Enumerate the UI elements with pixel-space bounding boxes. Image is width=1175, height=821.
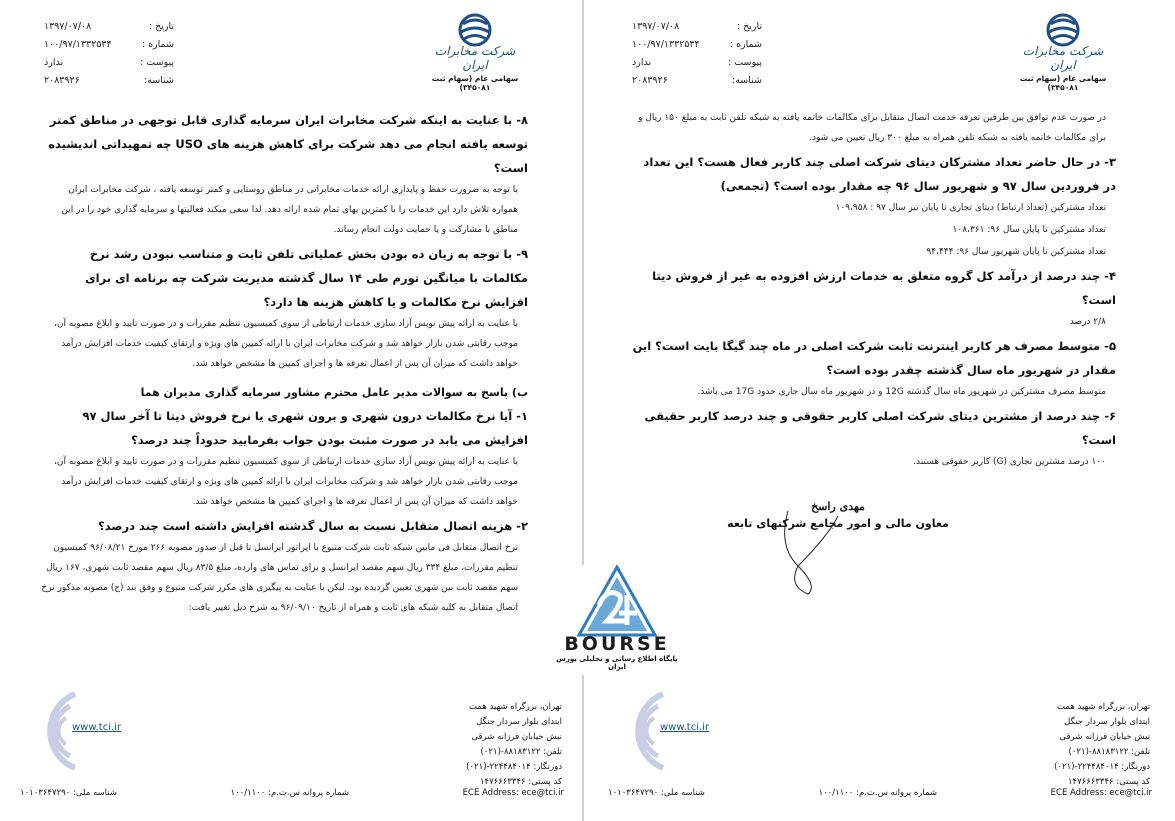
- signatory-name: مهدی راسخ: [811, 500, 865, 513]
- email-address: ECE Address: ece@tci.ir: [1050, 788, 1152, 798]
- national-id: شناسه ملی: ۱۰۱۰۳۶۴۷۲۹۰: [608, 788, 705, 798]
- answer-9: با عنایت به ارائه پیش نویس آزاد سازی خدمات ارتباطی از سوی کمیسیون تنظیم مقررات و در صورت تایید و ابلاغ مصوبه آن، موجب رقابتی شدن بازار خواهد شد و شرکت مخابرات ایران با ارائه کمپین های ویژه و ارتقای کیفیت خدمات افزایش درآمد خواهد داشت که میزان آن پس از اعمال تعرفه ها و اجرای کمپین ها مشخص خواهد شد.: [54, 319, 518, 369]
- question-2: ۲- هزینه اتصال متقابل نسبت به سال گذشته افزایش داشته است چند درصد؟: [98, 519, 528, 533]
- handwritten-signature: [768, 506, 858, 596]
- intro-text: در صورت عدم توافق بین طرفین تعرفه خدمت اتصال متقابل برای مکالمات خاتمه یافته به شبکه تلفن ثابت به مبلغ ۱۵۰ ریال و برای مکالمات خاتمه یافته به شبکه تلفن همراه به مبلغ ۳۰۰ ریال تعیین می شود.: [638, 113, 1106, 143]
- permit-number: شماره پروانه س.ت.م: ۱۰۰/۱۱۰۰: [230, 788, 350, 798]
- signatory-title: معاون مالی و امور مجامع شرکتهای تابعه: [727, 517, 949, 530]
- website-link[interactable]: www.tci.ir: [72, 722, 122, 733]
- address-line-1: تهران، بزرگراه شهید همت: [469, 702, 562, 712]
- address-line-3: نبش خیابان فرزانه شرقی: [1059, 732, 1150, 742]
- fax: دورنگار: ۲۲۴۴۸۴۰۱۴-(۰۲۱): [1054, 762, 1150, 772]
- tci-globe-icon: [455, 12, 495, 48]
- question-4: ۴- چند درصد از درآمد کل گروه متعلق به خدمات ارزش افزوده به غیر از فروش دیتا است؟: [652, 269, 1116, 307]
- question-3: ۳- در حال حاضر تعداد مشترکان دیتای شرکت اصلی چند کاربر فعال هست؟ این تعداد در فروردین سال ۹۷ و شهریور سال ۹۶ چه مقدار بوده است؟ (تجمعی): [643, 155, 1116, 193]
- id-label: شناسه:: [144, 75, 174, 86]
- attachment-value: ندارد: [44, 57, 64, 68]
- document-page-right: [588, 0, 1168, 821]
- answer-3-line-1: تعداد مشترکین (تعداد ارتباط) دیتای تجاری تا پایان تیر سال ۹۷ : ۱۰۹،۹۵۸: [835, 203, 1106, 213]
- number-value: ۱۰۰/۹۷/۱۳۳۲۵۳۴: [632, 39, 700, 50]
- question-5: ۵- متوسط مصرف هر کاربر اینترنت ثابت شرکت اصلی در ماه چند گیگا بایت است؟ این مقدار در شهریور ماه سال گذشته چقدر بوده است؟: [632, 339, 1116, 377]
- footer-line: [608, 788, 1152, 798]
- attachment-label: پیوست :: [728, 57, 762, 68]
- letter-meta: [632, 18, 762, 90]
- answer-1: با عنایت به ارائه پیش نویس آزاد سازی خدمات ارتباطی از سوی کمیسیون تنظیم مقررات و در صورت تایید و ابلاغ مصوبه آن، موجب رقابتی شدن بازار خواهد شد و شرکت مخابرات ایران با ارائه کمپین های ویژه و ارتقای کیفیت خدمات افزایش درآمد خواهد داشت که میزان آن پس از اعمال تعرفه ها و اجرای کمپین ها مشخص خواهد شد.: [54, 457, 518, 507]
- right-content: [628, 108, 1116, 474]
- id-value: ۲۰۸۳۹۲۶: [632, 75, 668, 86]
- address-block: [442, 700, 562, 790]
- bourse-subtitle: پایگاه اطلاع رسانی و تحلیلی بورس ایران: [556, 655, 678, 671]
- letter-meta: [44, 18, 174, 90]
- question-8: ۸- با عنایت به اینکه شرکت مخابرات ایران سرمایه گذاری قابل توجهی در مناطق کمتر توسعه یافته انجام می دهد شرکت برای کاهش هزینه های USO چه تمهیداتی اندیشیده است؟: [48, 113, 528, 175]
- footer-arc-icon: [608, 686, 668, 776]
- number-value: ۱۰۰/۹۷/۱۳۳۲۵۳۴: [44, 39, 112, 50]
- footer: [588, 680, 1168, 820]
- address-line-1: تهران، بزرگراه شهید همت: [1057, 702, 1150, 712]
- answer-6: ۱۰۰ درصد مشترین تجاری (G) کاربر حقوقی هستند.: [913, 457, 1106, 467]
- bourse-watermark: [552, 565, 682, 675]
- national-id: شناسه ملی: ۱۰۱۰۳۶۴۷۲۹۰: [20, 788, 117, 798]
- address-block: [1030, 700, 1150, 790]
- fax: دورنگار: ۲۲۴۴۸۴۰۱۴-(۰۲۱): [466, 762, 562, 772]
- question-6: ۶- چند درصد از مشترین دیتای شرکت اصلی کاربر حقوقی و چند درصد کاربر حقیقی است؟: [644, 409, 1116, 447]
- signature-block: [708, 500, 968, 530]
- tci-logo: [1018, 12, 1108, 92]
- bourse-wordmark: BOURSE: [564, 633, 670, 655]
- date-label: تاریخ :: [736, 21, 762, 32]
- footer-line: [20, 788, 564, 798]
- tci-globe-icon: [1043, 12, 1083, 48]
- section-b-heading: ب) پاسخ به سوالات مدیر عامل محترم مشاور سرمایه گذاری مدیران هما: [140, 386, 528, 399]
- date-value: ۱۳۹۷/۰۷/۰۸: [44, 21, 92, 32]
- logo-name: شرکت مخابرات ایران: [1022, 44, 1104, 72]
- left-content: [40, 108, 528, 620]
- answer-4: ۲/۸ درصد: [1069, 317, 1106, 327]
- date-value: ۱۳۹۷/۰۷/۰۸: [632, 21, 680, 32]
- date-label: تاریخ :: [148, 21, 174, 32]
- question-1: ۱- آیا نرخ مکالمات درون شهری و برون شهری یا نرخ فروش دیتا تا آخر سال ۹۷ افزایش می یابد در صورت مثبت بودن جواب بفرمایید حدوداً چند درصد؟: [82, 409, 528, 447]
- phone: تلفن: ۸۸۱۸۳۱۲۲-(۰۲۱): [480, 747, 562, 757]
- answer-2: نرخ اتصال متقابل فی مابین شبکه ثابت شرکت متبوع با اپراتور ایرانسل تا قبل از صدور مصوبه ۲۶۶ مورخ ۹۶/۰۸/۲۱ کمیسیون تنظیم مقررات، مبلغ ۳۳۴ ریال سهم مقصد ایرانسل و برای تماس های وارده، مبلغ ۸۳/۵ ریال سهم مقصد ثابت شهری، ۱۶۷ ریال سهم مقصد ثابت بین شهری تعیین گردیده بود. لیکن با عنایت به پیگیری های مکرر شرکت متبوع و وفق بند (ج) مصوبه مذکور نرخ اتصال متقابل به کلیه شبکه های ثابت و همراه از تاریخ ۹۶/۰۹/۱۰ به شرح ذیل تغییر یافت:: [41, 543, 518, 613]
- email-address: ECE Address: ece@tci.ir: [462, 788, 564, 798]
- bourse-logo-icon: [577, 565, 657, 637]
- tci-logo: [430, 12, 520, 92]
- phone: تلفن: ۸۸۱۸۳۱۲۲-(۰۲۱): [1068, 747, 1150, 757]
- address-line-2: ابتدای بلوار سردار جنگل: [476, 717, 562, 727]
- footer-arc-icon: [20, 686, 80, 776]
- attachment-label: پیوست :: [140, 57, 174, 68]
- document-page-left: [0, 0, 580, 821]
- answer-3-line-3: تعداد مشترکین تا پایان شهریور سال ۹۶: ۹۴،۴۴۴: [926, 247, 1106, 257]
- address-line-2: ابتدای بلوار سردار جنگل: [1064, 717, 1150, 727]
- postal-code: کد پستی: ۱۴۷۶۶۶۳۳۴۶: [479, 777, 562, 787]
- question-9: ۹- با توجه به زیان ده بودن بخش عملیاتی تلفن ثابت و متناسب نبودن رشد نرخ مکالمات با میانگین تورم طی ۱۴ سال گذشته مدیریت شرکت چه برنامه ای برای افزایش نرخ مکالمات و یا کاهش هزینه ها دارد؟: [85, 247, 528, 309]
- number-label: شماره :: [141, 39, 174, 50]
- id-value: ۲۰۸۳۹۲۶: [44, 75, 80, 86]
- website-link[interactable]: www.tci.ir: [660, 722, 710, 733]
- attachment-value: ندارد: [632, 57, 652, 68]
- page-divider: [582, 0, 584, 821]
- postal-code: کد پستی: ۱۴۷۶۶۶۳۳۴۶: [1067, 777, 1150, 787]
- logo-subtitle: سهامی عام (سهام ثبت ۳۴۵۰۸۱): [1019, 74, 1107, 92]
- address-line-3: نبش خیابان فرزانه شرقی: [471, 732, 562, 742]
- permit-number: شماره پروانه س.ت.م: ۱۰۰/۱۱۰۰: [818, 788, 938, 798]
- answer-5: متوسط مصرف مشترکین در شهریور ماه سال گذشته 12G و در شهریور ماه سال جاری حدود 17G می باشد.: [697, 387, 1106, 397]
- answer-8: با توجه به ضرورت حفظ و پایداری ارائه خدمات مخابراتی در مناطق روستایی و کمتر توسعه یافته ، شرکت مخابرات ایران همواره تلاش دارد این خدمات را با کمترین بهای تمام شده ارائه دهد. لذا سعی میکند فعالیتها و سرمایه گذاری خود را در این مناطق با مشارکت و یا حمایت دولت انجام رساند.: [61, 185, 518, 235]
- logo-name: شرکت مخابرات ایران: [434, 44, 516, 72]
- answer-3-line-2: تعداد مشترکین تا پایان سال ۹۶: ۱۰۸،۳۶۱: [952, 225, 1106, 235]
- logo-subtitle: سهامی عام (سهام ثبت ۳۴۵۰۸۱): [431, 74, 519, 92]
- footer: [0, 680, 580, 820]
- id-label: شناسه:: [732, 75, 762, 86]
- number-label: شماره :: [729, 39, 762, 50]
